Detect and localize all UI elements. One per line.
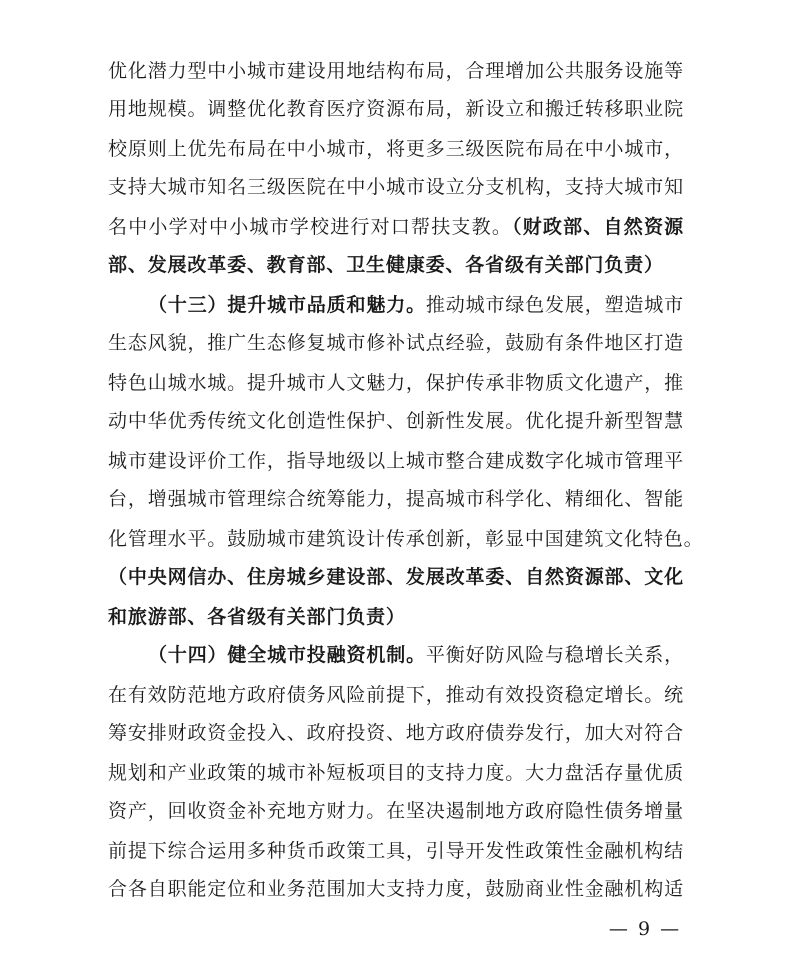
bold-text-run: （十四）健全城市投融资机制。 xyxy=(148,644,426,666)
text-run: 支持大城市知名三级医院在中小城市设立分支机构，支持大城市知 xyxy=(108,176,684,198)
bold-text-run: （十三）提升城市品质和魅力。 xyxy=(148,294,426,316)
text-line xyxy=(148,286,684,324)
text-line xyxy=(108,364,684,402)
text-run: 校原则上优先布局在中小城市，将更多三级医院布局在中小城市， xyxy=(108,138,684,160)
text-line xyxy=(108,870,684,908)
text-run: 用地规模。调整优化教育医疗资源布局，新设立和搬迁转移职业院 xyxy=(108,98,684,120)
page-number: — 9 — xyxy=(608,918,682,940)
text-line xyxy=(108,442,684,480)
text-run: 化管理水平。鼓励城市建筑设计传承创新，彰显中国建筑文化特色。 xyxy=(108,528,704,550)
bold-text-run: （财政部、自然资源 xyxy=(512,216,684,238)
text-run: 名中小学对中小城市学校进行对口帮扶支教。 xyxy=(108,216,513,238)
text-run: 前提下综合运用多种货币政策工具，引导开发性政策性金融机构结 xyxy=(108,840,684,862)
text-line xyxy=(108,324,684,362)
bold-text-run: 和旅游部、各省级有关部门负责） xyxy=(108,606,406,628)
text-line xyxy=(108,832,684,870)
text-run: 平衡好防风险与稳增长关系， xyxy=(425,644,684,666)
text-line xyxy=(108,402,684,440)
text-line xyxy=(108,52,684,90)
text-line xyxy=(108,130,684,168)
text-line xyxy=(108,520,704,558)
text-line xyxy=(108,558,684,596)
text-run: 在有效防范地方政府债务风险前提下，推动有效投资稳定增长。统 xyxy=(108,684,684,706)
text-line xyxy=(108,714,684,752)
text-line xyxy=(108,208,684,246)
text-run: 合各自职能定位和业务范围加大支持力度，鼓励商业性金融机构适 xyxy=(108,878,684,900)
text-run: 优化潜力型中小城市建设用地结构布局，合理增加公共服务设施等 xyxy=(108,60,684,82)
text-line xyxy=(108,792,684,830)
text-run: 筹安排财政资金投入、政府投资、地方政府债券发行，加大对符合 xyxy=(108,722,684,744)
text-line xyxy=(108,598,684,636)
text-line xyxy=(108,754,684,792)
text-line xyxy=(108,168,684,206)
text-run: 资产，回收资金补充地方财力。在坚决遏制地方政府隐性债务增量 xyxy=(108,800,684,822)
text-line xyxy=(108,90,684,128)
text-run: 台，增强城市管理综合统筹能力，提高城市科学化、精细化、智能 xyxy=(108,488,684,510)
text-run: 推动城市绿色发展，塑造城市 xyxy=(425,294,684,316)
text-run: 生态风貌，推广生态修复城市修补试点经验，鼓励有条件地区打造 xyxy=(108,332,684,354)
text-line xyxy=(108,676,684,714)
text-run: 城市建设评价工作，指导地级以上城市整合建成数字化城市管理平 xyxy=(108,450,684,472)
text-line xyxy=(148,636,684,674)
text-run: 动中华优秀传统文化创造性保护、创新性发展。优化提升新型智慧 xyxy=(108,410,684,432)
text-run: 规划和产业政策的城市补短板项目的支持力度。大力盘活存量优质 xyxy=(108,762,684,784)
text-line xyxy=(108,246,684,284)
bold-text-run: （中央网信办、住房城乡建设部、发展改革委、自然资源部、文化 xyxy=(108,566,684,588)
text-line xyxy=(108,480,684,518)
bold-text-run: 部、发展改革委、教育部、卫生健康委、各省级有关部门负责） xyxy=(108,254,664,276)
text-run: 特色山城水城。提升城市人文魅力，保护传承非物质文化遗产，推 xyxy=(108,372,684,394)
